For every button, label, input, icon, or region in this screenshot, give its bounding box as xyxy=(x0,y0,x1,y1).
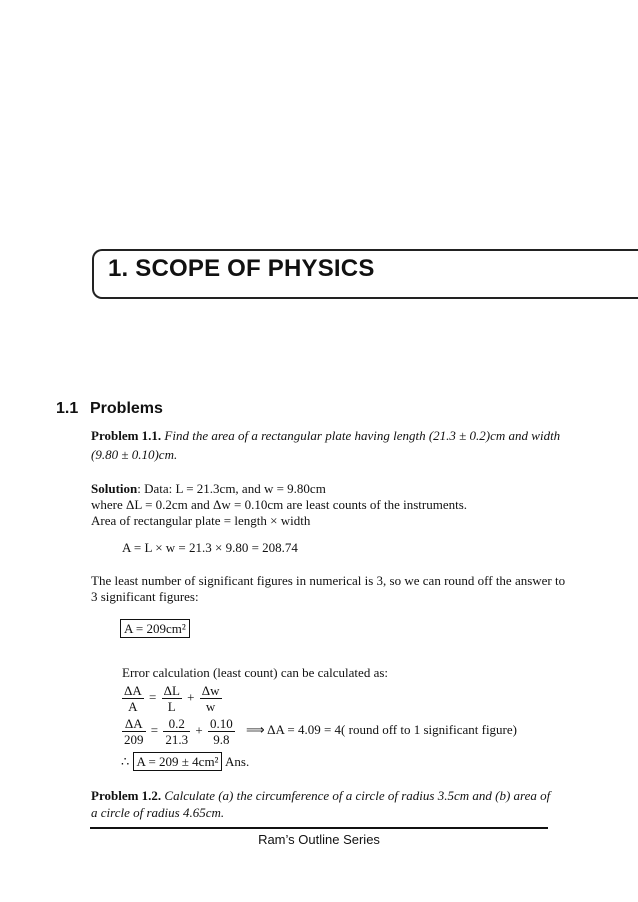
fraction-dL-over-L xyxy=(162,683,182,714)
boxed-area-value: A = 209cm² xyxy=(120,619,190,638)
plus-sign: + xyxy=(195,722,203,738)
fraction-0.2-over-21.3 xyxy=(163,716,190,747)
fraction-0.10-over-9.8 xyxy=(208,716,235,747)
problem-1-1-statement: Find the area of a rectangular plate having length (21.3 ± 0.2)cm and width xyxy=(164,428,561,443)
error-result: ⟹ ΔA = 4.09 = 4( round off to 1 significant figure) xyxy=(245,722,517,738)
final-boxed-value: A = 209 ± 4cm² xyxy=(133,752,223,771)
section-title: Problems xyxy=(90,400,163,417)
problem-1-1-line2: (9.80 ± 0.10)cm. xyxy=(91,447,178,462)
denominator: w xyxy=(200,698,222,714)
error-intro: Error calculation (least count) can be calculated as: xyxy=(122,665,389,680)
fraction-dA-over-A xyxy=(122,683,144,714)
solution-label: Solution xyxy=(91,481,138,496)
denominator: L xyxy=(162,698,182,714)
chapter-title: 1. SCOPE OF PHYSICS xyxy=(108,255,375,282)
section-number: 1.1 xyxy=(56,400,79,417)
numerator: ΔA xyxy=(124,683,142,698)
footer-rule xyxy=(90,827,548,829)
numerator: 0.10 xyxy=(209,716,233,731)
error-formula xyxy=(120,683,224,714)
problem-1-2-statement: Calculate (a) the circumference of a circle of radius 3.5cm and (b) area of xyxy=(164,788,551,803)
boxed-area-result xyxy=(120,619,190,638)
problem-1-2-label: Problem 1.2. xyxy=(91,788,162,803)
solution-line2: where ΔL = 0.2cm and Δw = 0.10cm are least counts of the instruments. xyxy=(91,497,468,512)
denominator: 9.8 xyxy=(208,731,235,747)
denominator: 21.3 xyxy=(165,732,189,747)
therefore-symbol: ∴ xyxy=(121,754,130,769)
denominator: 209 xyxy=(124,732,144,747)
denominator: A xyxy=(122,698,144,714)
area-equation: A = L × w = 21.3 × 9.80 = 208.74 xyxy=(122,540,298,555)
final-answer xyxy=(121,752,249,771)
section-heading xyxy=(56,400,163,418)
problem-1-1-label: Problem 1.1. xyxy=(91,428,162,443)
problem-1-2-line2: a circle of radius 4.65cm. xyxy=(91,805,225,820)
solution-data: : Data: L = 21.3cm, and w = 9.80cm xyxy=(137,481,326,496)
equals-sign: = xyxy=(149,689,157,705)
fraction-dw-over-w xyxy=(200,683,222,714)
plus-sign: + xyxy=(187,689,195,705)
problem-1-1-line1 xyxy=(91,428,560,444)
numerator: 0.2 xyxy=(168,716,185,731)
error-substitution xyxy=(120,716,517,747)
footer-series-name: Ram’s Outline Series xyxy=(258,832,380,847)
fraction-dA-over-209 xyxy=(122,716,146,747)
numerator: Δw xyxy=(201,683,220,698)
solution-line1 xyxy=(91,481,326,497)
equals-sign: = xyxy=(150,722,159,738)
solution-line3: Area of rectangular plate = length × width xyxy=(91,513,311,528)
sigfig-line1: The least number of significant figures in numerical is 3, so we can round off the answer to xyxy=(91,573,566,588)
problem-1-2-line1 xyxy=(91,788,550,804)
sigfig-line2: 3 significant figures: xyxy=(91,589,199,604)
numerator: ΔA xyxy=(124,716,143,731)
ans-label: Ans. xyxy=(225,754,250,769)
numerator: ΔL xyxy=(163,683,180,698)
